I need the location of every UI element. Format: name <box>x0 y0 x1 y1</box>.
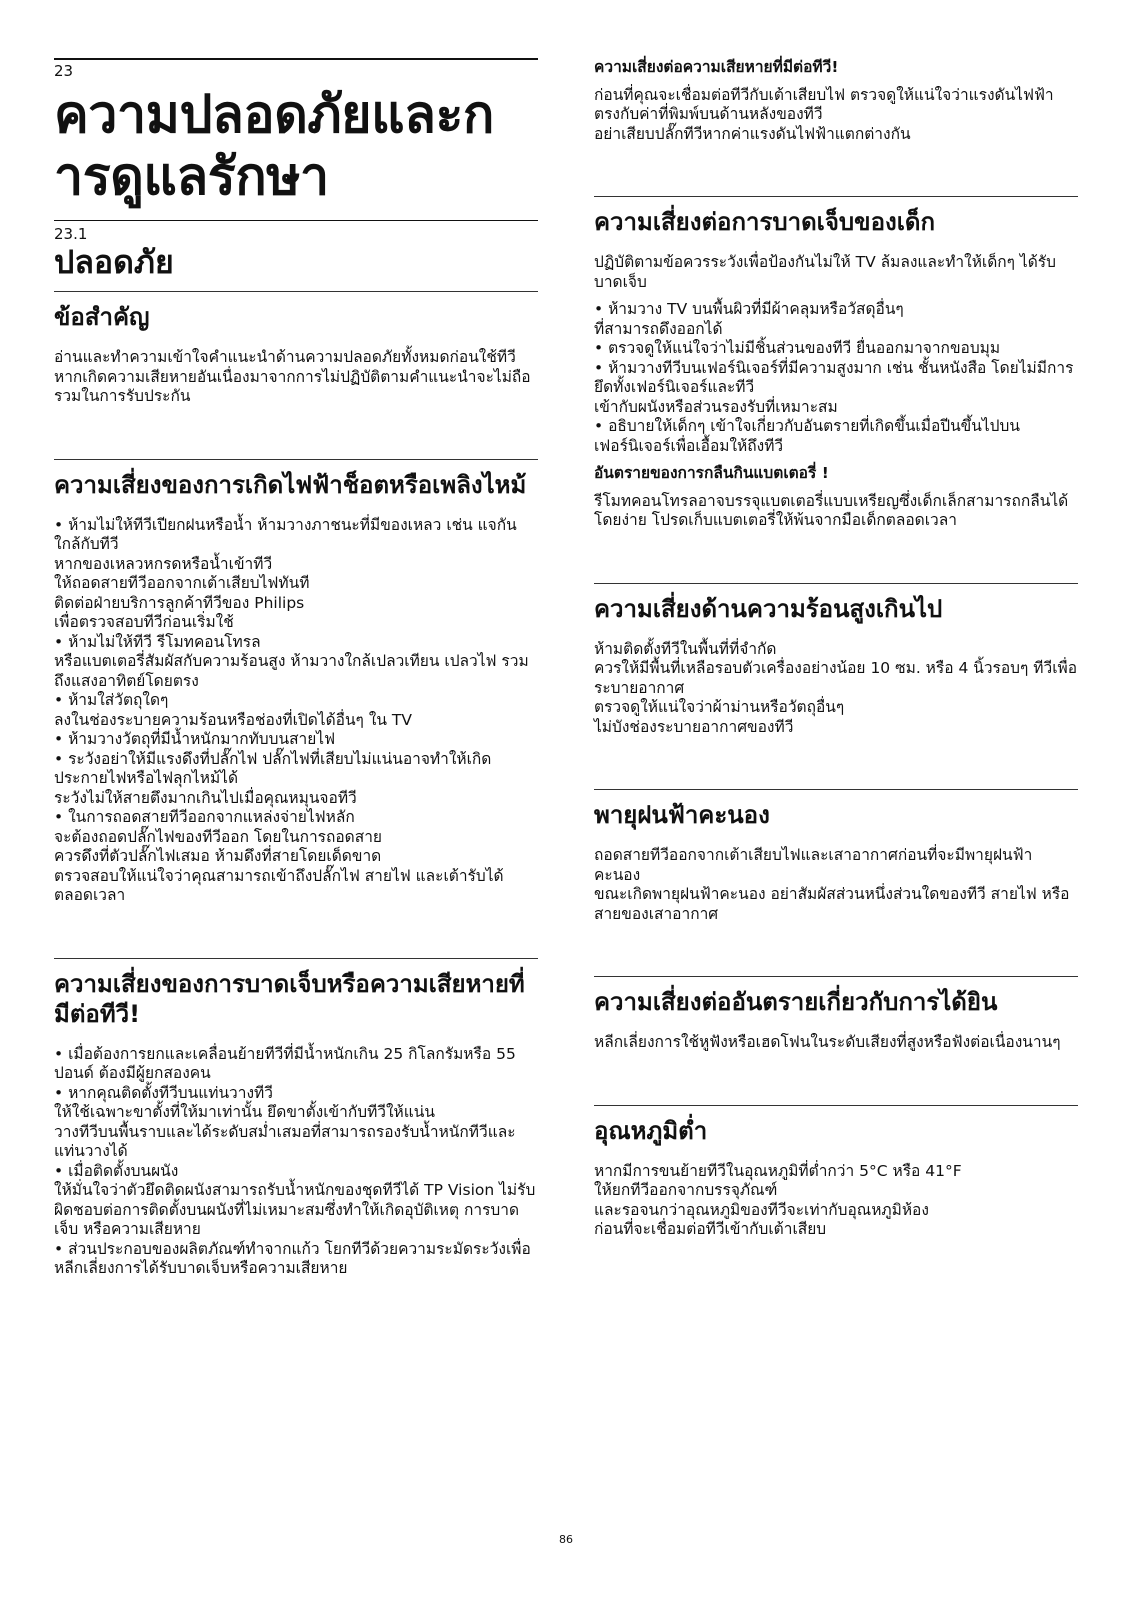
subchapter-title: ปลอดภัย <box>54 243 174 281</box>
section-rule <box>594 583 1078 584</box>
damage-label: ความเสี่ยงต่อความเสียหายที่มีต่อทีวี! <box>594 58 839 76</box>
right-column <box>594 58 1078 1248</box>
battery-text: รีโมทคอนโทรลอาจบรรจุแบตเตอรี่แบบเหรียญซึ่งเด็กเล็กสามารถกลืนได้โดยง่าย โปรดเก็บแบตเตอรี่ให้พ้นจากมือเด็กตลอดเวลา <box>594 491 1069 529</box>
section-rule <box>594 976 1078 977</box>
subchapter-number: 23.1 <box>54 225 88 243</box>
section-electric <box>54 459 538 906</box>
section-title: ข้อสำคัญ <box>54 303 150 331</box>
section-title: พายุฝนฟ้าคะนอง <box>594 801 770 829</box>
electric-text: • ห้ามไม่ให้ทีวีเปียกฝนหรือน้ำ ห้ามวางภาชนะที่มีของเหลว เช่น แจกัน ใกล้กับทีวี หากของเหลวหกรดหรือน้ำเข้าทีวี ให้ถอดสายทีวีออกจากเต้าเสียบไฟทันที ติดต่อฝ่ายบริการลูกค้าทีวีของ Philips เพื่อตรวจสอบทีวีก่อนเริ่มใช้ • ห้ามไม่ให้ทีวี รีโมทคอนโทรล หรือแบตเตอรี่สัมผัสกับความร้อนสูง ห้ามวางใกล้เปลวเทียน เปลวไฟ รวมถึงแสงอาทิตย์โดยตรง • ห้ามใส่วัตถุใดๆ ลงในช่องระบายความร้อนหรือช่องที่เปิดได้อื่นๆ ใน TV • ห้ามวางวัตถุที่มีน้ำหนักมากทับบนสายไฟ • ระวังอย่าให้มีแรงดึงที่ปลั๊กไฟ ปลั๊กไฟที่เสียบไม่แน่นอาจทำให้เกิดประกายไฟหรือไฟลุกไหม้ได้ ระวังไม่ให้สายตึงมากเกินไปเมื่อคุณหมุนจอทีวี • ในการถอดสายทีวีออกจากแหล่งจ่ายไฟหลัก จะต้องถอดปลั๊กไฟของทีวีออก โดยในการถอดสาย ควรดึงที่ตัวปลั๊กไฟเสมอ ห้ามดึงที่สายโดยเด็ดขาด ตรวจสอบให้แน่ใจว่าคุณสามารถเข้าถึงปลั๊กไฟ สายไฟ และเต้ารับได้ตลอดเวลา <box>54 515 529 904</box>
injury-text: • เมื่อต้องการยกและเคลื่อนย้ายทีวีที่มีน้ำหนักเกิน 25 กิโลกรัมหรือ 55 ปอนด์ ต้องมีผู้ยกสองคน • หากคุณติดตั้งทีวีบนแท่นวางทีวี ให้ใช้เฉพาะขาตั้งที่ให้มาเท่านั้น ยึดขาตั้งเข้ากับทีวีให้แน่น วางทีวีบนพื้นราบและได้ระดับสม่ำเสมอที่สามารถรองรับน้ำหนักทีวีและแท่นวางได้ • เมื่อติดตั้งบนผนัง ให้มั่นใจว่าตัวยึดติดผนังสามารถรับน้ำหนักของชุดทีวีได้ TP Vision ไม่รับผิดชอบต่อการติดตั้งบนผนังที่ไม่เหมาะสมซึ่งทำให้เกิดอุบัติเหตุ การบาดเจ็บ หรือความเสียหาย • ส่วนประกอบของผลิตภัณฑ์ทำจากแก้ว โยกทีวีด้วยความระมัดระวังเพื่อหลีกเลี่ยงการได้รับบาดเจ็บหรือความเสียหาย <box>54 1044 536 1277</box>
section-rule <box>54 958 538 959</box>
important-text: อ่านและทำความเข้าใจคำแนะนำด้านความปลอดภัยทั้งหมดก่อนใช้ทีวี หากเกิดความเสียหายอันเนื่องมาจากการไม่ปฏิบัติตามคำแนะนำจะไม่ถือรวมในการรับประกัน <box>54 348 531 405</box>
section-title: ความเสี่ยงของการบาดเจ็บหรือความเสียหายที่มีต่อทีวี! <box>54 969 525 1028</box>
low-temperature-text: หากมีการขนย้ายทีวีในอุณหภูมิที่ต่ำกว่า 5°C หรือ 41°F ให้ยกทีวีออกจากบรรจุภัณฑ์ และรอจนกว่าอุณหภูมิของทีวีจะเท่ากับอุณหภูมิห้อง ก่อนที่จะเชื่อมต่อทีวีเข้ากับเต้าเสียบ <box>594 1161 962 1238</box>
section-lightning <box>594 789 1078 924</box>
left-column <box>54 58 538 1287</box>
section-rule <box>594 196 1078 197</box>
section-title: ความเสี่ยงต่อการบาดเจ็บของเด็ก <box>594 208 936 236</box>
section-low-temperature <box>594 1105 1078 1240</box>
section-injury <box>54 958 538 1279</box>
section-title: ความเสี่ยงต่ออันตรายเกี่ยวกับการได้ยิน <box>594 988 998 1016</box>
children-list: • ห้ามวาง TV บนพื้นผิวที่มีผ้าคลุมหรือวัสดุอื่นๆ ที่สามารถดึงออกได้ • ตรวจดูให้แน่ใจว่าไม่มีชิ้นส่วนของทีวี ยื่นออกมาจากขอบมุม • ห้ามวางทีวีบนเฟอร์นิเจอร์ที่มีความสูงมาก เช่น ชั้นหนังสือ โดยไม่มีการยึดทั้งเฟอร์นิเจอร์และทีวี เข้ากับผนังหรือส่วนรองรับที่เหมาะสม • อธิบายให้เด็กๆ เข้าใจเกี่ยวกับอันตรายที่เกิดขึ้นเมื่อปีนขึ้นไปบนเฟอร์นิเจอร์เพื่อเอื้อมให้ถึงทีวี <box>594 300 1074 455</box>
section-rule <box>594 789 1078 790</box>
chapter-rule <box>54 58 538 60</box>
chapter-number: 23 <box>54 62 74 80</box>
section-rule <box>54 459 538 460</box>
section-hearing <box>594 976 1078 1053</box>
section-children <box>594 196 1078 531</box>
section-title: อุณหภูมิต่ำ <box>594 1116 708 1145</box>
section-overheat <box>594 583 1078 738</box>
section-title: ความเสี่ยงของการเกิดไฟฟ้าช็อตหรือเพลิงไหม้ <box>54 470 527 499</box>
damage-text: ก่อนที่คุณจะเชื่อมต่อทีวีกับเต้าเสียบไฟ ตรวจดูให้แน่ใจว่าแรงดันไฟฟ้าตรงกับค่าที่พิมพ์บนด้านหลังของทีวี อย่าเสียบปลั๊กทีวีหากค่าแรงดันไฟฟ้าแตกต่างกัน <box>594 85 1054 143</box>
lightning-text: ถอดสายทีวีออกจากเต้าเสียบไฟและเสาอากาศก่อนที่จะมีพายุฝนฟ้าคะนอง ขณะเกิดพายุฝนฟ้าคะนอง อย่าสัมผัสส่วนหนึ่งส่วนใดของทีวี สายไฟ หรือสายของเสาอากาศ <box>594 846 1070 923</box>
battery-label: อันตรายของการกลืนกินแบตเตอรี่ ! <box>594 464 829 482</box>
page-number: 86 <box>559 1533 573 1546</box>
children-intro: ปฏิบัติตามข้อควรระวังเพื่อป้องกันไม่ให้ TV ล้มลงและทำให้เด็กๆ ได้รับบาดเจ็บ <box>594 253 1056 291</box>
overheat-text: ห้ามติดตั้งทีวีในพื้นที่ที่จำกัด ควรให้มีพื้นที่เหลือรอบตัวเครื่องอย่างน้อย 10 ซม. หรือ 4 นิ้วรอบๆ ทีวีเพื่อระบายอากาศ ตรวจดูให้แน่ใจว่าผ้าม่านหรือวัตถุอื่นๆ ไม่บังช่องระบายอากาศของทีวี <box>594 639 1078 736</box>
section-rule <box>54 291 538 292</box>
chapter-title: ความปลอดภัยและก ารดูแลรักษา <box>54 85 494 207</box>
hearing-text: หลีกเลี่ยงการใช้หูฟังหรือเฮดโฟนในระดับเสียงที่สูงหรือฟังต่อเนื่องนานๆ <box>594 1033 1061 1051</box>
section-title: ความเสี่ยงด้านความร้อนสูงเกินไป <box>594 594 943 623</box>
section-important <box>54 291 538 407</box>
subchapter-rule <box>54 220 538 221</box>
section-rule <box>594 1105 1078 1106</box>
